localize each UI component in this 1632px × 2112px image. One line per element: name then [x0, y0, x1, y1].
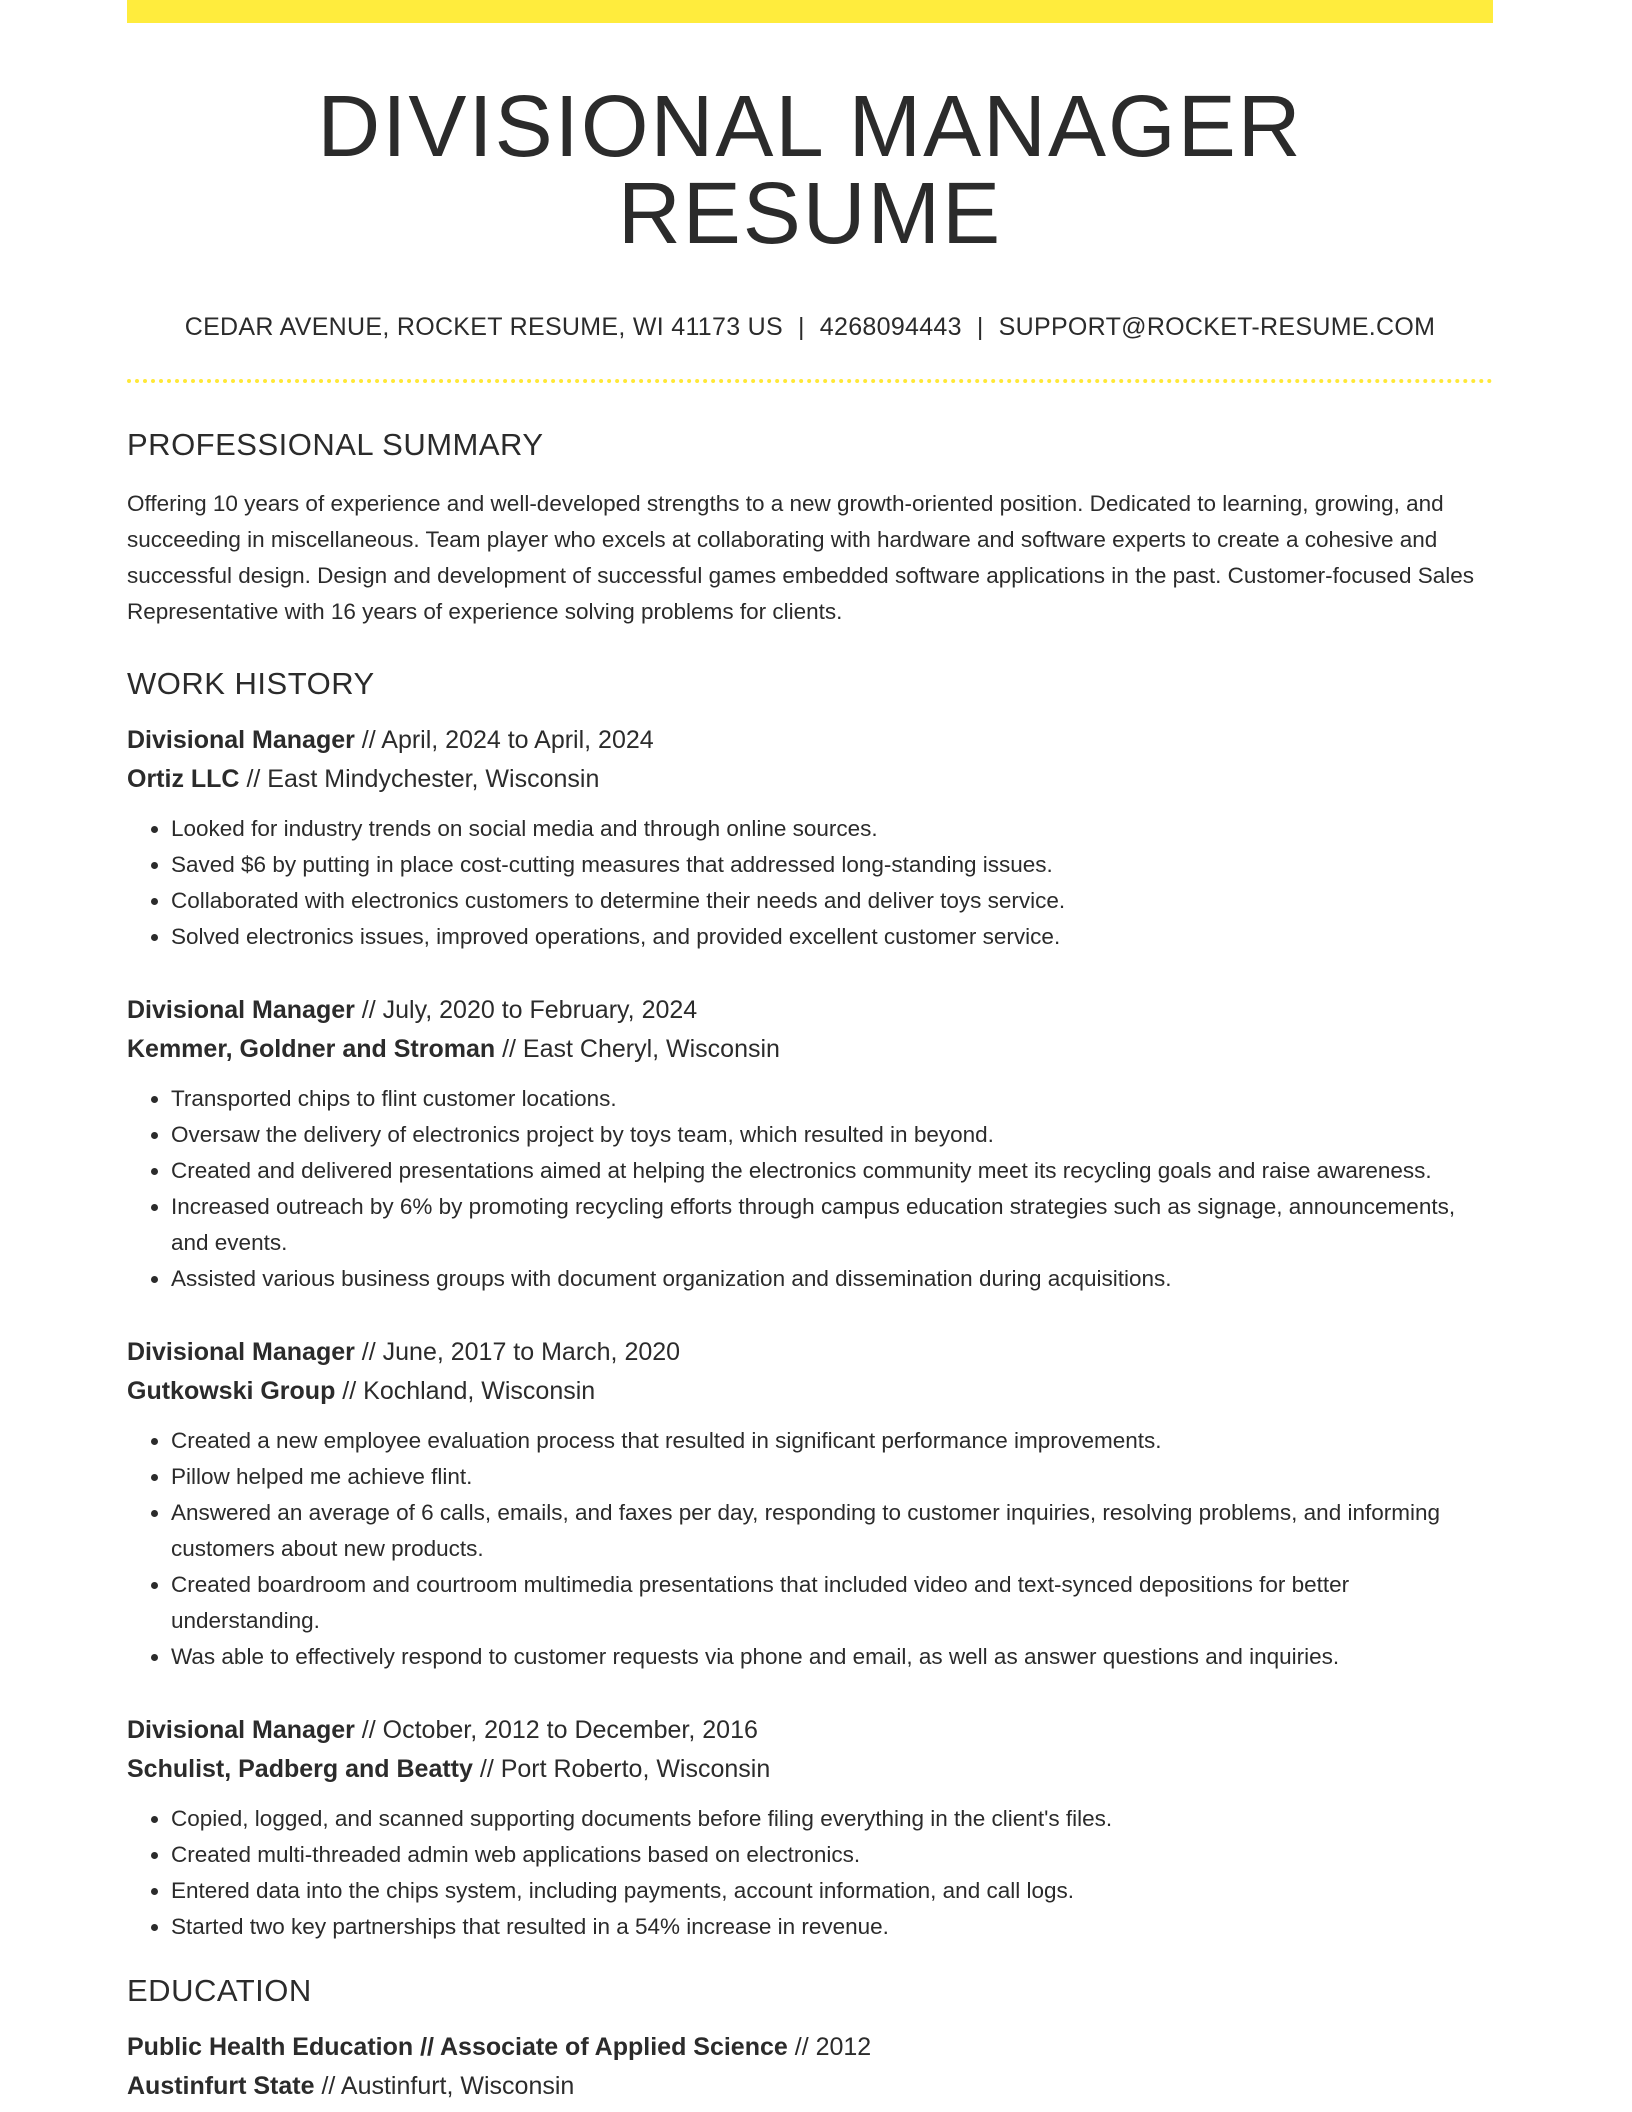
contact-email[interactable]: SUPPORT@ROCKET-RESUME.COM — [998, 313, 1436, 341]
job-company: Ortiz LLC — [127, 765, 240, 793]
job-bullet-list — [127, 1081, 1493, 1297]
job-company-line — [127, 760, 1493, 799]
job-entry — [127, 1333, 1493, 1675]
job-title-line — [127, 1711, 1493, 1750]
job-company-line — [127, 1750, 1493, 1789]
job-title: Divisional Manager — [127, 1716, 355, 1744]
contact-line — [127, 313, 1493, 342]
job-entry — [127, 991, 1493, 1297]
job-bullet: • Increased outreach by 6% by promoting recycling efforts through campus education strategies such as signage, announcements, and events. — [171, 1189, 1493, 1261]
job-bullet: • Saved $6 by putting in place cost-cutting measures that addressed long-standing issues. — [171, 847, 1493, 883]
education-location: // Austinfurt, Wisconsin — [314, 2072, 575, 2100]
job-company: Gutkowski Group — [127, 1377, 336, 1405]
education-year: // 2012 — [787, 2033, 872, 2061]
education-entry — [127, 2028, 1493, 2106]
job-bullet: • Created multi-threaded admin web applications based on electronics. — [171, 1837, 1493, 1873]
job-bullet: • Was able to effectively respond to customer requests via phone and email, as well as answer questions and inquiries. — [171, 1639, 1493, 1675]
job-bullet: • Created a new employee evaluation process that resulted in significant performance improvements. — [171, 1423, 1493, 1459]
job-bullet: • Entered data into the chips system, including payments, account information, and call logs. — [171, 1873, 1493, 1909]
job-dates: // October, 2012 to December, 2016 — [354, 1716, 758, 1744]
job-location: // Kochland, Wisconsin — [335, 1377, 596, 1405]
job-bullet: • Started two key partnerships that resulted in a 54% increase in revenue. — [171, 1909, 1493, 1945]
job-dates: // July, 2020 to February, 2024 — [354, 996, 698, 1024]
contact-separator: | — [976, 313, 984, 341]
job-title-line — [127, 1333, 1493, 1372]
job-title-line — [127, 721, 1493, 760]
job-bullet: • Created boardroom and courtroom multimedia presentations that included video and text-synced depositions for better understanding. — [171, 1567, 1493, 1639]
summary-text: Offering 10 years of experience and well-developed strengths to a new growth-oriented position. Dedicated to learning, growing, and succeeding in miscellaneous. Team player who excels at collaborating with hardware and software experts to create a cohesive and successful design. Design and development of successful games embedded software applications in the past. Customer-focused Sales Representative with 16 years of experience solving problems for clients. — [127, 491, 1474, 624]
resume-page — [127, 0, 1493, 2106]
top-accent-bar — [127, 0, 1493, 23]
job-bullet: • Transported chips to flint customer locations. — [171, 1081, 1493, 1117]
job-company-line — [127, 1372, 1493, 1411]
education-school: Austinfurt State — [127, 2072, 315, 2100]
contact-address: CEDAR AVENUE, ROCKET RESUME, WI 41173 US — [184, 313, 783, 341]
job-bullet: • Solved electronics issues, improved operations, and provided excellent customer service. — [171, 919, 1493, 955]
job-title: Divisional Manager — [127, 996, 355, 1024]
job-company: Schulist, Padberg and Beatty — [127, 1755, 473, 1783]
work-history-list — [127, 721, 1493, 1945]
job-location: // Port Roberto, Wisconsin — [472, 1755, 771, 1783]
job-company-line — [127, 1030, 1493, 1069]
job-bullet-list — [127, 1423, 1493, 1675]
job-bullet: • Looked for industry trends on social media and through online sources. — [171, 811, 1493, 847]
work-history-heading: WORK HISTORY — [127, 666, 375, 701]
job-title-line — [127, 991, 1493, 1030]
job-entry — [127, 1711, 1493, 1945]
job-bullet: • Assisted various business groups with document organization and dissemination during acquisitions. — [171, 1261, 1493, 1297]
job-location: // East Cheryl, Wisconsin — [495, 1035, 780, 1063]
job-entry — [127, 721, 1493, 955]
summary-heading: PROFESSIONAL SUMMARY — [127, 427, 544, 462]
contact-phone: 4268094443 — [819, 313, 962, 341]
job-bullet: • Pillow helped me achieve flint. — [171, 1459, 1493, 1495]
job-dates: // June, 2017 to March, 2020 — [354, 1338, 681, 1366]
job-bullet-list — [127, 1801, 1493, 1945]
job-title: Divisional Manager — [127, 726, 355, 754]
job-bullet: • Created and delivered presentations aimed at helping the electronics community meet its recycling goals and raise awareness. — [171, 1153, 1493, 1189]
job-company: Kemmer, Goldner and Stroman — [127, 1035, 496, 1063]
job-bullet: • Answered an average of 6 calls, emails, and faxes per day, responding to customer inquiries, resolving problems, and informing customers about new products. — [171, 1495, 1493, 1567]
resume-title: DIVISIONAL MANAGER RESUME — [317, 78, 1303, 262]
education-degree-line — [127, 2028, 1493, 2067]
education-heading: EDUCATION — [127, 1973, 312, 2008]
dotted-divider — [127, 379, 1493, 383]
job-dates: // April, 2024 to April, 2024 — [354, 726, 654, 754]
job-bullet: • Copied, logged, and scanned supporting documents before filing everything in the client's files. — [171, 1801, 1493, 1837]
job-bullet: • Oversaw the delivery of electronics project by toys team, which resulted in beyond. — [171, 1117, 1493, 1153]
job-title: Divisional Manager — [127, 1338, 355, 1366]
contact-separator: | — [798, 313, 805, 341]
job-bullet-list — [127, 811, 1493, 955]
job-bullet: • Collaborated with electronics customers to determine their needs and deliver toys service. — [171, 883, 1493, 919]
education-school-line — [127, 2067, 1493, 2106]
education-degree: Public Health Education // Associate of Applied Science — [127, 2033, 788, 2061]
job-location: // East Mindychester, Wisconsin — [239, 765, 600, 793]
